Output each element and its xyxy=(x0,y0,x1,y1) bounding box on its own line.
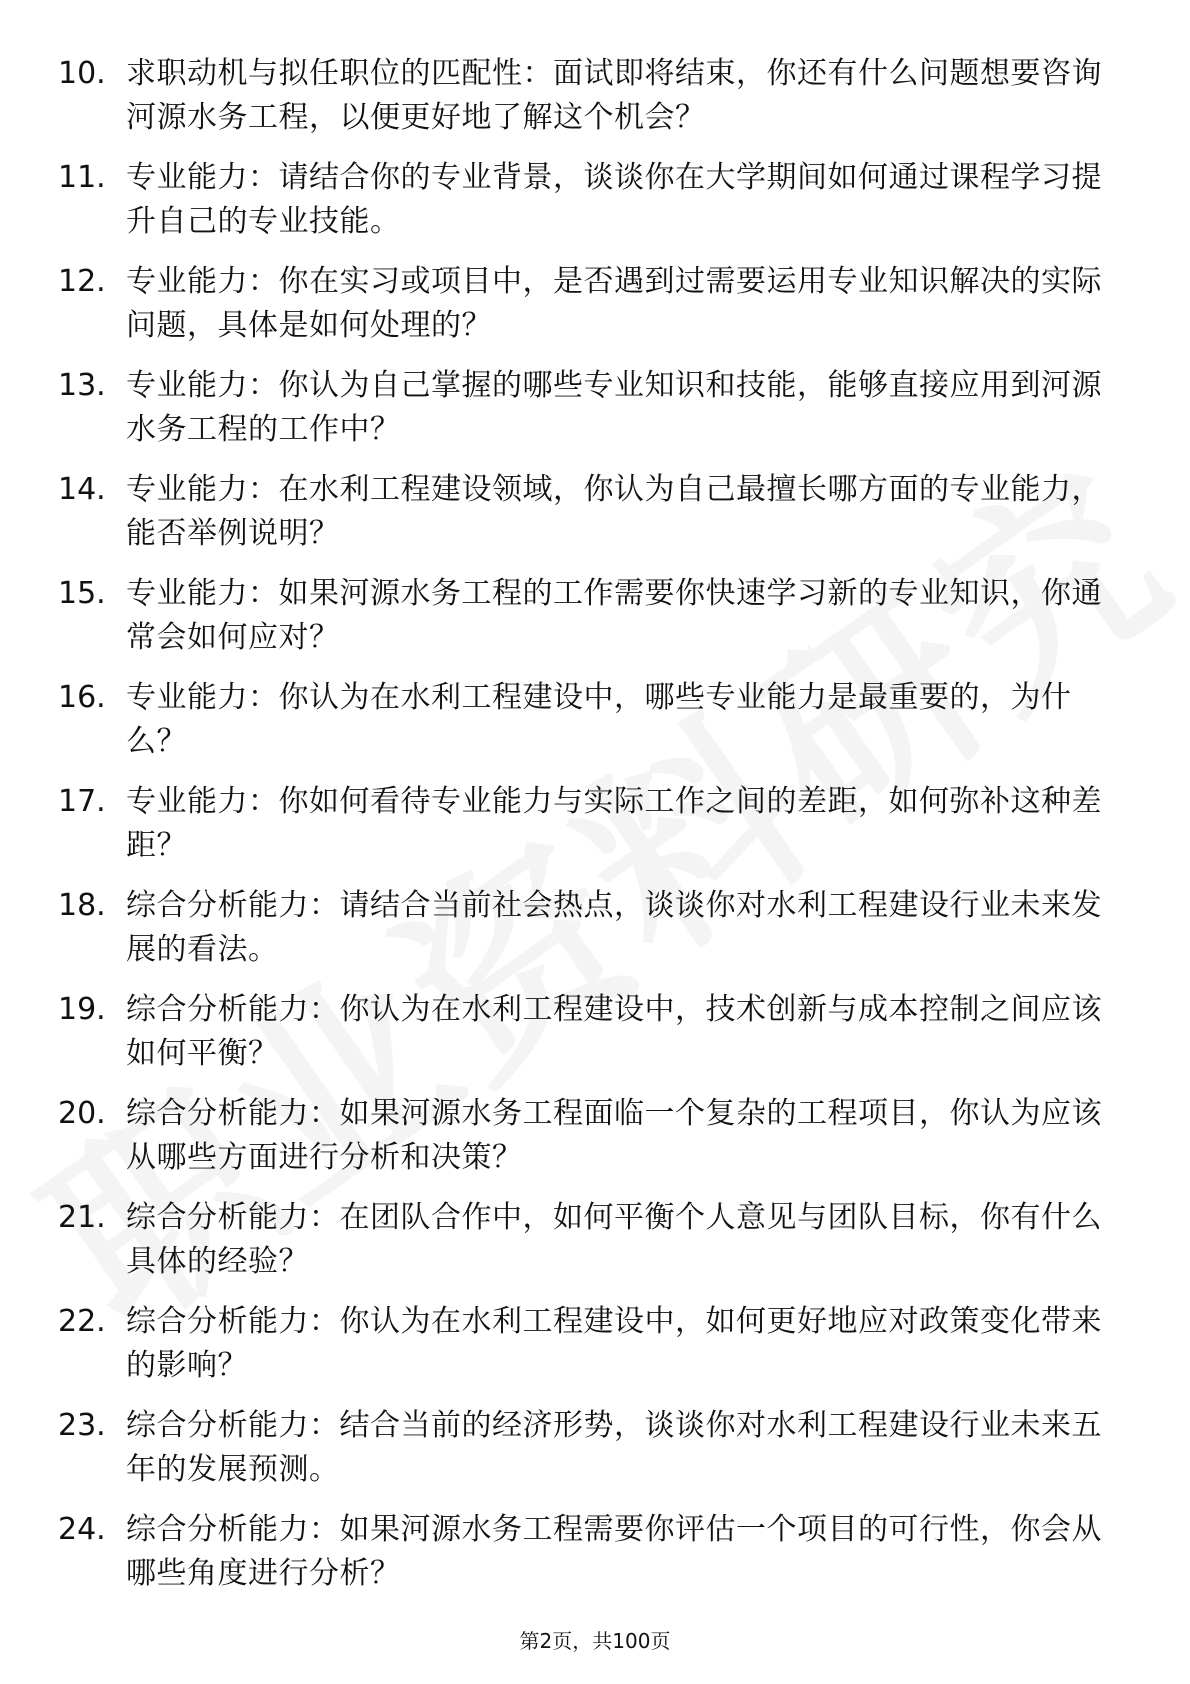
question-number: 15. xyxy=(58,576,106,611)
question-item-20 xyxy=(58,1092,1118,1196)
question-number: 18. xyxy=(58,888,106,923)
question-text: 专业能力：请结合你的专业背景，谈谈你在大学期间如何通过课程学习提升自己的专业技能。 xyxy=(126,160,1102,239)
question-number: 24. xyxy=(58,1512,106,1547)
question-item-16 xyxy=(58,676,1118,780)
question-text: 综合分析能力：你认为在水利工程建设中，技术创新与成本控制之间应该如何平衡？ xyxy=(126,992,1102,1071)
question-item-24 xyxy=(58,1508,1118,1612)
question-text: 综合分析能力：结合当前的经济形势，谈谈你对水利工程建设行业未来五年的发展预测。 xyxy=(126,1408,1102,1487)
question-item-14 xyxy=(58,468,1118,572)
question-item-22 xyxy=(58,1300,1118,1404)
question-text: 综合分析能力：请结合当前社会热点，谈谈你对水利工程建设行业未来发展的看法。 xyxy=(126,888,1102,967)
question-item-13 xyxy=(58,364,1118,468)
question-item-18 xyxy=(58,884,1118,988)
question-number: 13. xyxy=(58,368,106,403)
question-number: 23. xyxy=(58,1408,106,1443)
question-item-15 xyxy=(58,572,1118,676)
question-number: 21. xyxy=(58,1200,106,1235)
question-number: 20. xyxy=(58,1096,106,1131)
question-text: 求职动机与拟任职位的匹配性：面试即将结束，你还有什么问题想要咨询河源水务工程，以便更好地了解这个机会？ xyxy=(126,56,1102,135)
page-number-footer: 第2页，共100页 xyxy=(519,1629,671,1653)
question-number: 19. xyxy=(58,992,106,1027)
question-number: 17. xyxy=(58,784,106,819)
question-number: 22. xyxy=(58,1304,106,1339)
question-item-23 xyxy=(58,1404,1118,1508)
question-text: 综合分析能力：如果河源水务工程需要你评估一个项目的可行性，你会从哪些角度进行分析？ xyxy=(126,1512,1102,1591)
question-text: 专业能力：你认为在水利工程建设中，哪些专业能力是最重要的，为什么？ xyxy=(126,680,1072,759)
question-item-11 xyxy=(58,156,1118,260)
question-text: 综合分析能力：如果河源水务工程面临一个复杂的工程项目，你认为应该从哪些方面进行分析和决策？ xyxy=(126,1096,1102,1175)
question-item-19 xyxy=(58,988,1118,1092)
question-text: 专业能力：你如何看待专业能力与实际工作之间的差距，如何弥补这种差距？ xyxy=(126,784,1102,863)
question-text: 综合分析能力：在团队合作中，如何平衡个人意见与团队目标，你有什么具体的经验？ xyxy=(126,1200,1102,1279)
question-number: 10. xyxy=(58,56,106,91)
question-number: 12. xyxy=(58,264,106,299)
question-item-21 xyxy=(58,1196,1118,1300)
question-number: 16. xyxy=(58,680,106,715)
question-item-12 xyxy=(58,260,1118,364)
question-text: 专业能力：你认为自己掌握的哪些专业知识和技能，能够直接应用到河源水务工程的工作中？ xyxy=(126,368,1102,447)
question-list xyxy=(58,52,1118,1612)
question-text: 综合分析能力：你认为在水利工程建设中，如何更好地应对政策变化带来的影响？ xyxy=(126,1304,1102,1383)
question-number: 14. xyxy=(58,472,106,507)
question-text: 专业能力：你在实习或项目中，是否遇到过需要运用专业知识解决的实际问题，具体是如何处理的？ xyxy=(126,264,1102,343)
question-item-17 xyxy=(58,780,1118,884)
question-text: 专业能力：在水利工程建设领域，你认为自己最擅长哪方面的专业能力，能否举例说明？ xyxy=(126,472,1102,551)
question-text: 专业能力：如果河源水务工程的工作需要你快速学习新的专业知识，你通常会如何应对？ xyxy=(126,576,1102,655)
question-item-10 xyxy=(58,52,1118,156)
question-number: 11. xyxy=(58,160,106,195)
